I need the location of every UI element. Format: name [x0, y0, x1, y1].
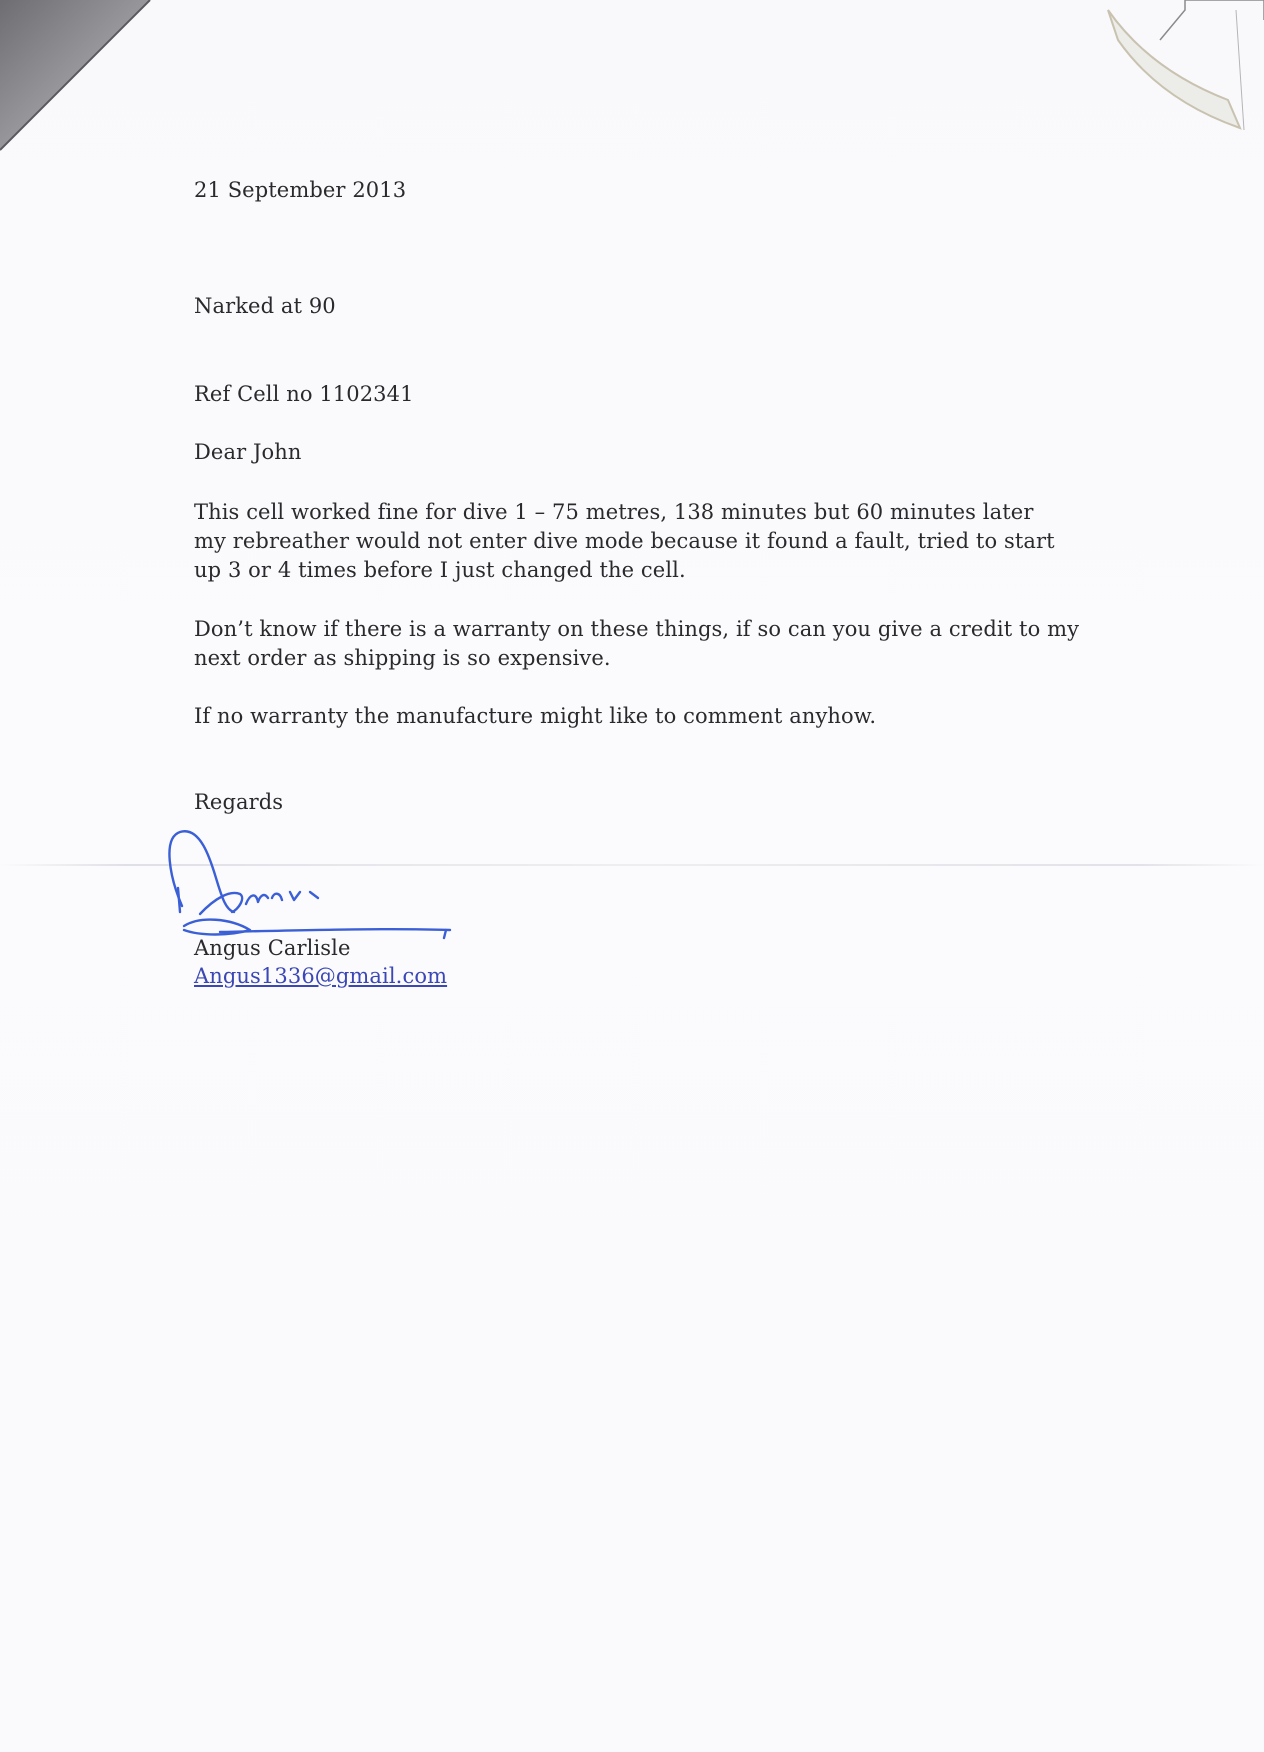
letter-date: 21 September 2013 [194, 178, 407, 202]
letter-closing: Regards [194, 790, 284, 814]
letter-salutation: Dear John [194, 440, 302, 464]
letter-paragraph-3: If no warranty the manufacture might like to comment anyhow. [194, 704, 877, 728]
letter-paragraph-2: Don’t know if there is a warranty on these things, if so can you give a credit to my next order as shipping is so expensive. [194, 617, 1080, 670]
letter-reference: Ref Cell no 1102341 [194, 382, 414, 406]
handwritten-signature [160, 818, 460, 948]
sender-email-link[interactable]: Angus1336@gmail.com [194, 964, 448, 988]
letter-paragraph-1: This cell worked fine for dive 1 – 75 metres, 138 minutes but 60 minutes later my rebreather would not enter dive mode because it found a fault, tried to start up 3 or 4 times before I just changed the cell. [194, 500, 1055, 582]
letter-recipient: Narked at 90 [194, 294, 336, 318]
sender-name: Angus Carlisle [194, 936, 351, 960]
